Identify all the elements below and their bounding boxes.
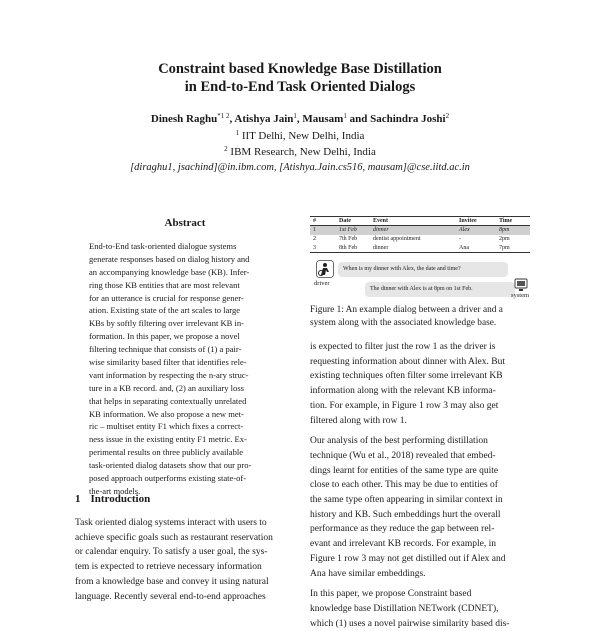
introduction-body: [75, 516, 297, 604]
kb-row: [310, 235, 530, 244]
kb-table-header: [310, 217, 530, 226]
kb-table: [310, 216, 530, 253]
text-line: perimental results on three publicly available: [89, 447, 244, 458]
author-2: Atishya Jain: [234, 113, 294, 125]
text-line: posed approach outperforms existing state-of-: [89, 473, 247, 484]
author-3-sup: 1: [343, 112, 347, 120]
author-emails: [diraghu1, jsachind]@in.ibm.com, [Atishya.Jain.cs516, mausam]@cse.iitd.ac.in: [130, 162, 470, 173]
text-line: Task oriented dialog systems interact with users to: [75, 518, 267, 528]
text-line: for an utterance is crucial for response gener-: [89, 292, 244, 303]
text-line: or calendar enquiry. To satisfy a user goal, the sys-: [75, 547, 268, 558]
kb-col-date: Date: [339, 218, 351, 224]
text-line: an accompanying knowledge base (KB). Infer-: [89, 266, 250, 277]
kb-col-time: Time: [499, 218, 513, 224]
affiliation-2-text: IBM Research, New Delhi, India: [230, 146, 376, 158]
abstract-heading: Abstract: [164, 217, 206, 229]
text-line: evant and irrelevant KB records. For example, in: [310, 539, 496, 550]
kb-cell: 1st Feb: [336, 226, 370, 235]
author-1: Dinesh Raghu: [150, 113, 218, 125]
text-line: information along with the relevant KB informa-: [310, 386, 496, 397]
driver-utterance: When is my dinner with Alex, the date and time?: [338, 262, 508, 277]
author-and: and: [349, 113, 368, 125]
text-line: KBs by softly filtering over irrelevant KB in-: [89, 318, 244, 329]
figure-caption: [310, 304, 532, 330]
text-line: language. Recently several end-to-end approaches: [75, 591, 266, 602]
driver-label: driver: [314, 280, 330, 287]
right-column-body: [310, 340, 532, 631]
kb-cell: Ana: [459, 244, 469, 251]
affiliation-1-text: IIT Delhi, New Delhi, India: [241, 130, 365, 142]
system-icon: [514, 278, 528, 292]
text-line: close to each other. This may be due to entities of: [310, 480, 498, 491]
text-line: Figure 1: An example dialog between a driver and a: [310, 305, 503, 315]
abstract-body: [89, 240, 282, 498]
kb-cell: 8th Feb: [339, 244, 358, 251]
kb-col-event: Event: [373, 218, 388, 224]
text-line: Ana have similar embeddings.: [310, 568, 426, 579]
kb-cell: dinner: [370, 226, 456, 235]
section-heading-introduction: [75, 493, 160, 505]
affiliation-1-sup: 1: [235, 129, 240, 137]
kb-col-invitee: Invitee: [459, 218, 477, 224]
kb-col-index: #: [313, 218, 316, 224]
text-line: from a knowledge base and convey it using natural: [75, 576, 269, 587]
paper-title: [0, 60, 600, 96]
text-line: vant information by respecting the n-ary struc-: [89, 369, 249, 380]
kb-cell: 7pm: [499, 244, 510, 251]
text-line: formation. In this paper, we propose a novel: [89, 331, 240, 342]
text-line: tion. For example, in Figure 1 row 3 may also get: [310, 400, 499, 411]
author-4: Sachindra Joshi: [370, 113, 446, 125]
system-label: system: [511, 292, 530, 299]
text-line: the-art models.: [89, 485, 141, 496]
dialog-example: [310, 258, 532, 302]
text-line: ring those KB entities that are most relevant: [89, 279, 240, 290]
kb-row: [310, 244, 530, 253]
text-line: ric – multiset entity F1 which fixes a correct-: [89, 421, 244, 432]
text-line: tem is expected to retrieve necessary information: [75, 562, 262, 573]
text-line: ation. Existing state of the art scales to large: [89, 305, 241, 316]
author-sep: ,: [229, 113, 233, 125]
author-list: [0, 112, 600, 125]
text-line: history and KB. Such embeddings hurt the overall: [310, 509, 501, 520]
kb-cell: dentist appointment: [373, 236, 421, 242]
kb-cell: 2: [313, 236, 316, 242]
text-line: KB information. We also propose a new met-: [89, 408, 244, 419]
author-4-sup: 2: [445, 112, 450, 120]
text-line: existing techniques often filter some irrelevant KB: [310, 371, 503, 382]
author-2-sup: 1: [293, 112, 297, 120]
text-line: wise similarity based filter that identifies rele-: [89, 357, 247, 368]
text-line: the same type often appearing in similar context in: [310, 495, 503, 506]
kb-cell: 8pm: [496, 226, 530, 235]
text-line: filtered along with row 1.: [310, 415, 407, 426]
kb-row: [310, 226, 530, 235]
author-sep: ,: [296, 113, 300, 125]
kb-cell: Alex: [456, 226, 496, 235]
text-line: system along with the associated knowledge base.: [310, 318, 497, 328]
text-line: filtering technique that consists of (1) a pair-: [89, 344, 242, 355]
kb-cell: 1: [310, 226, 336, 235]
section-title: Introduction: [90, 493, 151, 505]
kb-cell: 3: [313, 244, 316, 251]
affiliation-2-sup: 2: [224, 145, 228, 153]
title-line-2: in End-to-End Task Oriented Dialogs: [184, 79, 416, 95]
text-line: dings learnt for entities of the same type are quite: [310, 465, 499, 476]
text-line: achieve specific goals such as restaurant reservation: [75, 532, 273, 543]
text-line: performance as they reduce the gap between rel-: [310, 524, 495, 535]
text-line: End-to-End task-oriented dialogue systems: [89, 241, 237, 251]
kb-cell: -: [459, 236, 461, 242]
text-line: which (1) uses a novel pairwise similarity based dis-: [310, 618, 510, 629]
section-number: 1: [75, 493, 81, 505]
affiliation-2: [0, 145, 600, 158]
system-utterance: The dinner with Alex is at 8pm on 1st Feb.: [365, 282, 515, 297]
kb-cell: dinner: [373, 244, 389, 251]
driver-icon: [316, 260, 334, 278]
text-line: that helps in separating contextually unrelated: [89, 395, 247, 406]
text-line: is expected to filter just the row 1 as the driver is: [310, 342, 496, 352]
text-line: ness issue in the existing entity F1 metric. Ex-: [89, 434, 247, 445]
author-3: Mausam: [302, 113, 344, 125]
kb-cell: 7th Feb: [339, 236, 358, 242]
text-line: technique (Wu et al., 2018) revealed that embed-: [310, 450, 496, 461]
text-line: requesting information about dinner with Alex. But: [310, 356, 505, 367]
title-line-1: Constraint based Knowledge Base Distillation: [158, 61, 442, 77]
text-line: task-oriented dialog datasets show that our pro-: [89, 460, 252, 471]
author-1-sup: *1 2: [217, 112, 230, 120]
text-line: ture in a KB record. and, (2) an auxiliary loss: [89, 382, 244, 393]
text-line: Figure 1 row 3 may not get distilled out if Alex and: [310, 553, 506, 564]
text-line: Our analysis of the best performing distillation: [310, 436, 488, 447]
affiliation-1: [0, 129, 600, 142]
kb-cell: 2pm: [499, 236, 510, 242]
text-line: knowledge base Distillation NETwork (CDNET),: [310, 603, 499, 614]
text-line: generate responses based on dialog history and: [89, 253, 250, 264]
text-line: In this paper, we propose Constraint based: [310, 589, 472, 600]
